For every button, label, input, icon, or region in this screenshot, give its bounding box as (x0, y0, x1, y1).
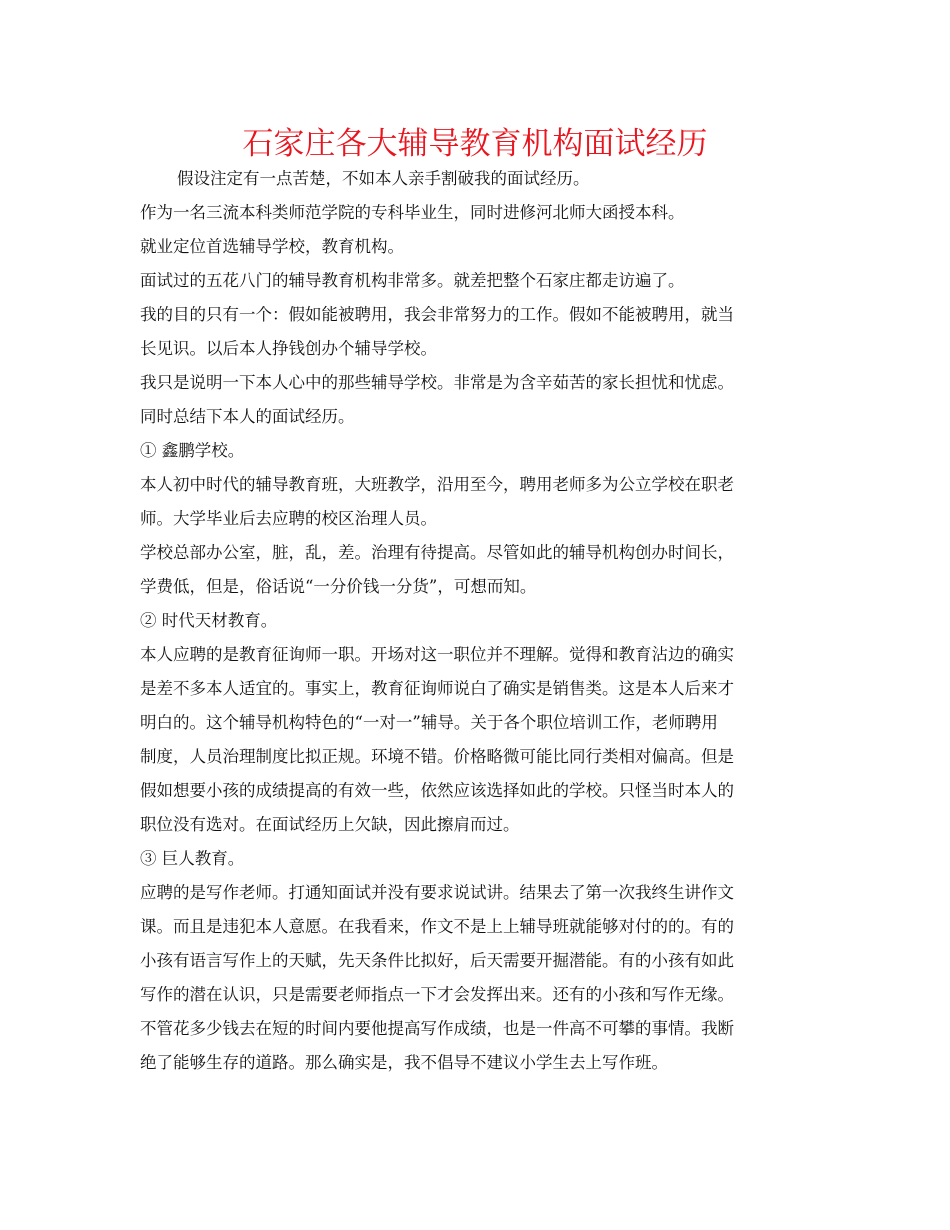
section-heading: ③ 巨人教育。 (140, 849, 245, 868)
paragraph-line: 学费低，但是，俗话说“一分价钱一分货”，可想而知。 (140, 577, 537, 596)
paragraph-line: 长见识。以后本人挣钱创办个辅导学校。 (140, 339, 437, 358)
paragraph-line: 制度，人员治理制度比拟正规。环境不错。价格略微可能比同行类相对偏高。但是 (140, 747, 734, 766)
document-title: 石家庄各大辅导教育机构面试经历 (242, 126, 708, 162)
paragraph-line: 我的目的只有一个：假如能被聘用，我会非常努力的工作。假如不能被聘用，就当 (140, 305, 734, 324)
paragraph-line: 不管花多少钱去在短的时间内要他提高写作成绩，也是一件高不可攀的事情。我断 (140, 1019, 734, 1038)
paragraph-line: 是差不多本人适宜的。事实上，教育征询师说白了确实是销售类。这是本人后来才 (140, 679, 734, 698)
paragraph-line: 绝了能够生存的道路。那么确实是，我不倡导不建议小学生去上写作班。 (140, 1053, 668, 1072)
paragraph-line: 假如想要小孩的成绩提高的有效一些，依然应该选择如此的学校。只怪当时本人的 (140, 781, 734, 800)
paragraph-line: 本人初中时代的辅导教育班，大班教学，沿用至今，聘用老师多为公立学校在职老 (140, 475, 734, 494)
paragraph-line: 我只是说明一下本人心中的那些辅导学校。非常是为含辛茹苦的家长担忧和忧虑。 (140, 373, 734, 392)
paragraph-line: 职位没有选对。在面试经历上欠缺，因此擦肩而过。 (140, 815, 520, 834)
paragraph-line: 作为一名三流本科类师范学院的专科毕业生，同时进修河北师大函授本科。 (140, 203, 685, 222)
paragraph-line: 应聘的是写作老师。打通知面试并没有要求说试讲。结果去了第一次我终生讲作文 (140, 883, 734, 902)
paragraph-line: 就业定位首选辅导学校，教育机构。 (140, 237, 404, 256)
section-heading: ① 鑫鹏学校。 (140, 441, 245, 460)
paragraph-line: 课。而且是违犯本人意愿。在我看来，作文不是上上辅导班就能够对付的的。有的 (140, 917, 734, 936)
paragraph-line: 同时总结下本人的面试经历。 (140, 407, 355, 426)
paragraph-line: 学校总部办公室，脏，乱，差。治理有待提高。尽管如此的辅导机构创办时间长， (140, 543, 734, 562)
paragraph-line: 假设注定有一点苦楚，不如本人亲手割破我的面试经历。 (177, 169, 590, 188)
document-body (140, 162, 820, 1080)
paragraph-line: 明白的。这个辅导机构特色的“一对一”辅导。关于各个职位培训工作，老师聘用 (140, 713, 718, 732)
paragraph-line: 师。大学毕业后去应聘的校区治理人员。 (140, 509, 437, 528)
section-heading: ② 时代天材教育。 (140, 611, 278, 630)
paragraph-line: 面试过的五花八门的辅导教育机构非常多。就差把整个石家庄都走访遍了。 (140, 271, 685, 290)
paragraph-line: 本人应聘的是教育征询师一职。开场对这一职位并不理解。觉得和教育沾边的确实 (140, 645, 734, 664)
paragraph-line: 小孩有语言写作上的天赋，先天条件比拟好，后天需要开掘潜能。有的小孩有如此 (140, 951, 734, 970)
paragraph-line: 写作的潜在认识，只是需要老师指点一下才会发挥出来。还有的小孩和写作无缘。 (140, 985, 734, 1004)
